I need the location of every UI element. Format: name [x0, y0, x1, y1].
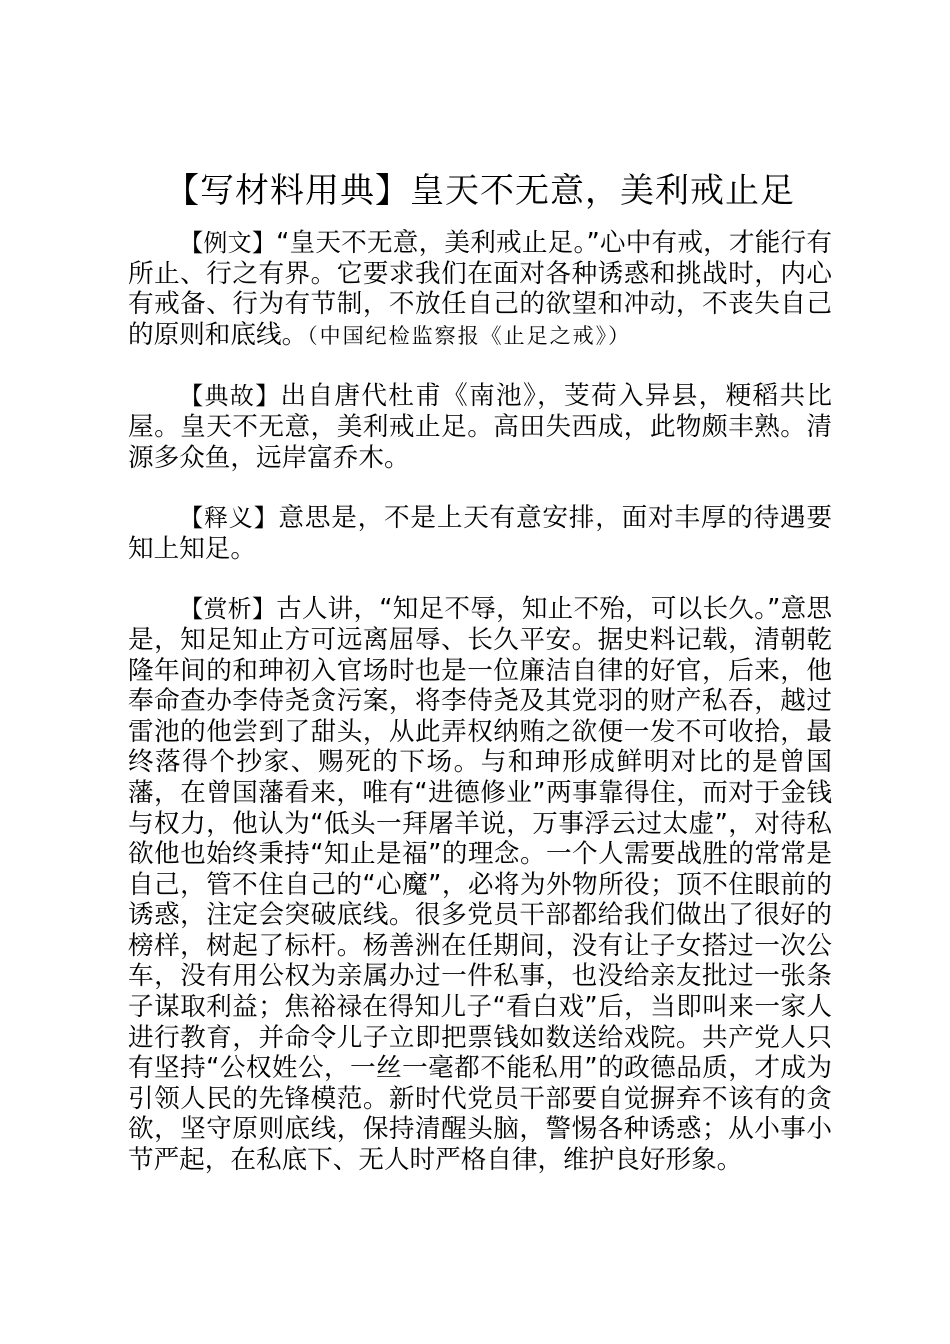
section-allusion: [128, 381, 832, 473]
section-text-meaning: 意思是，不是上天有意安排，面对丰厚的待遇要知上知足。: [128, 503, 832, 564]
example-source: （中国纪检监察报《止足之戒》）: [307, 323, 632, 348]
section-tag-meaning: 【释义】: [179, 504, 279, 533]
section-tag-appreciation: 【赏析】: [179, 595, 277, 624]
section-meaning: [128, 503, 832, 564]
section-example: [128, 228, 832, 351]
section-text-appreciation: 古人讲，“知足不辱，知止不殆，可以长久。”意思是，知足知止方可远离屈辱、长久平安。据史料记载，清朝乾隆年间的和珅初入官场时也是一位廉洁自律的好官，后来，他奉命查办李侍尧贪污案，将李侍尧及其党羽的财产私吞，越过雷池的他尝到了甜头，从此弄权纳贿之欲便一发不可收拾，最终落得个抄家、赐死的下场。与和珅形成鲜明对比的是曾国藩，在曾国藩看来，唯有“进德修业”两事靠得住，而对于金钱与权力，他认为“低头一拜屠羊说，万事浮云过太虚”，对待私欲他也始终秉持“知止是福”的理念。一个人需要战胜的常常是自己，管不住自己的“心魔”，必将为外物所役；顶不住眼前的诱惑，注定会突破底线。很多党员干部都给我们做出了很好的榜样，树起了标杆。杨善洲在任期间，没有让子女搭过一次公车，没有用公权为亲属办过一件私事，也没给亲友批过一张条子谋取利益；焦裕禄在得知儿子“看白戏”后，当即叫来一家人进行教育，并命令儿子立即把票钱如数送给戏院。共产党人只有坚持“公权姓公，一丝一毫都不能私用”的政德品质，才成为引领人民的先锋模范。新时代党员干部要自觉摒弃不该有的贪欲，坚守原则底线，保持清醒头脑，警惕各种诱惑；从小事小节严起，在私底下、无人时严格自律，维护良好形象。: [128, 594, 832, 1176]
section-appreciation: [128, 594, 832, 1175]
section-text-allusion: 出自唐代杜甫《南池》，芰荷入异县，粳稻共比屋。皇天不无意，美利戒止足。高田失西成，此物颇丰熟。清源多众鱼，远岸富乔木。: [128, 381, 832, 473]
document-page: [128, 168, 832, 1206]
document-title: 【写材料用典】皇天不无意，美利戒止足: [165, 171, 795, 211]
section-tag-example: 【例文】: [179, 229, 277, 257]
section-tag-allusion: 【典故】: [179, 382, 281, 411]
section-text-example: “皇天不无意，美利戒止足。”心中有戒，才能行有所止、行之有界。它要求我们在面对各种诱惑和挑战时，内心有戒备、行为有节制，不放任自己的欲望和冲动，不丧失自己的原则和底线。: [128, 228, 832, 350]
